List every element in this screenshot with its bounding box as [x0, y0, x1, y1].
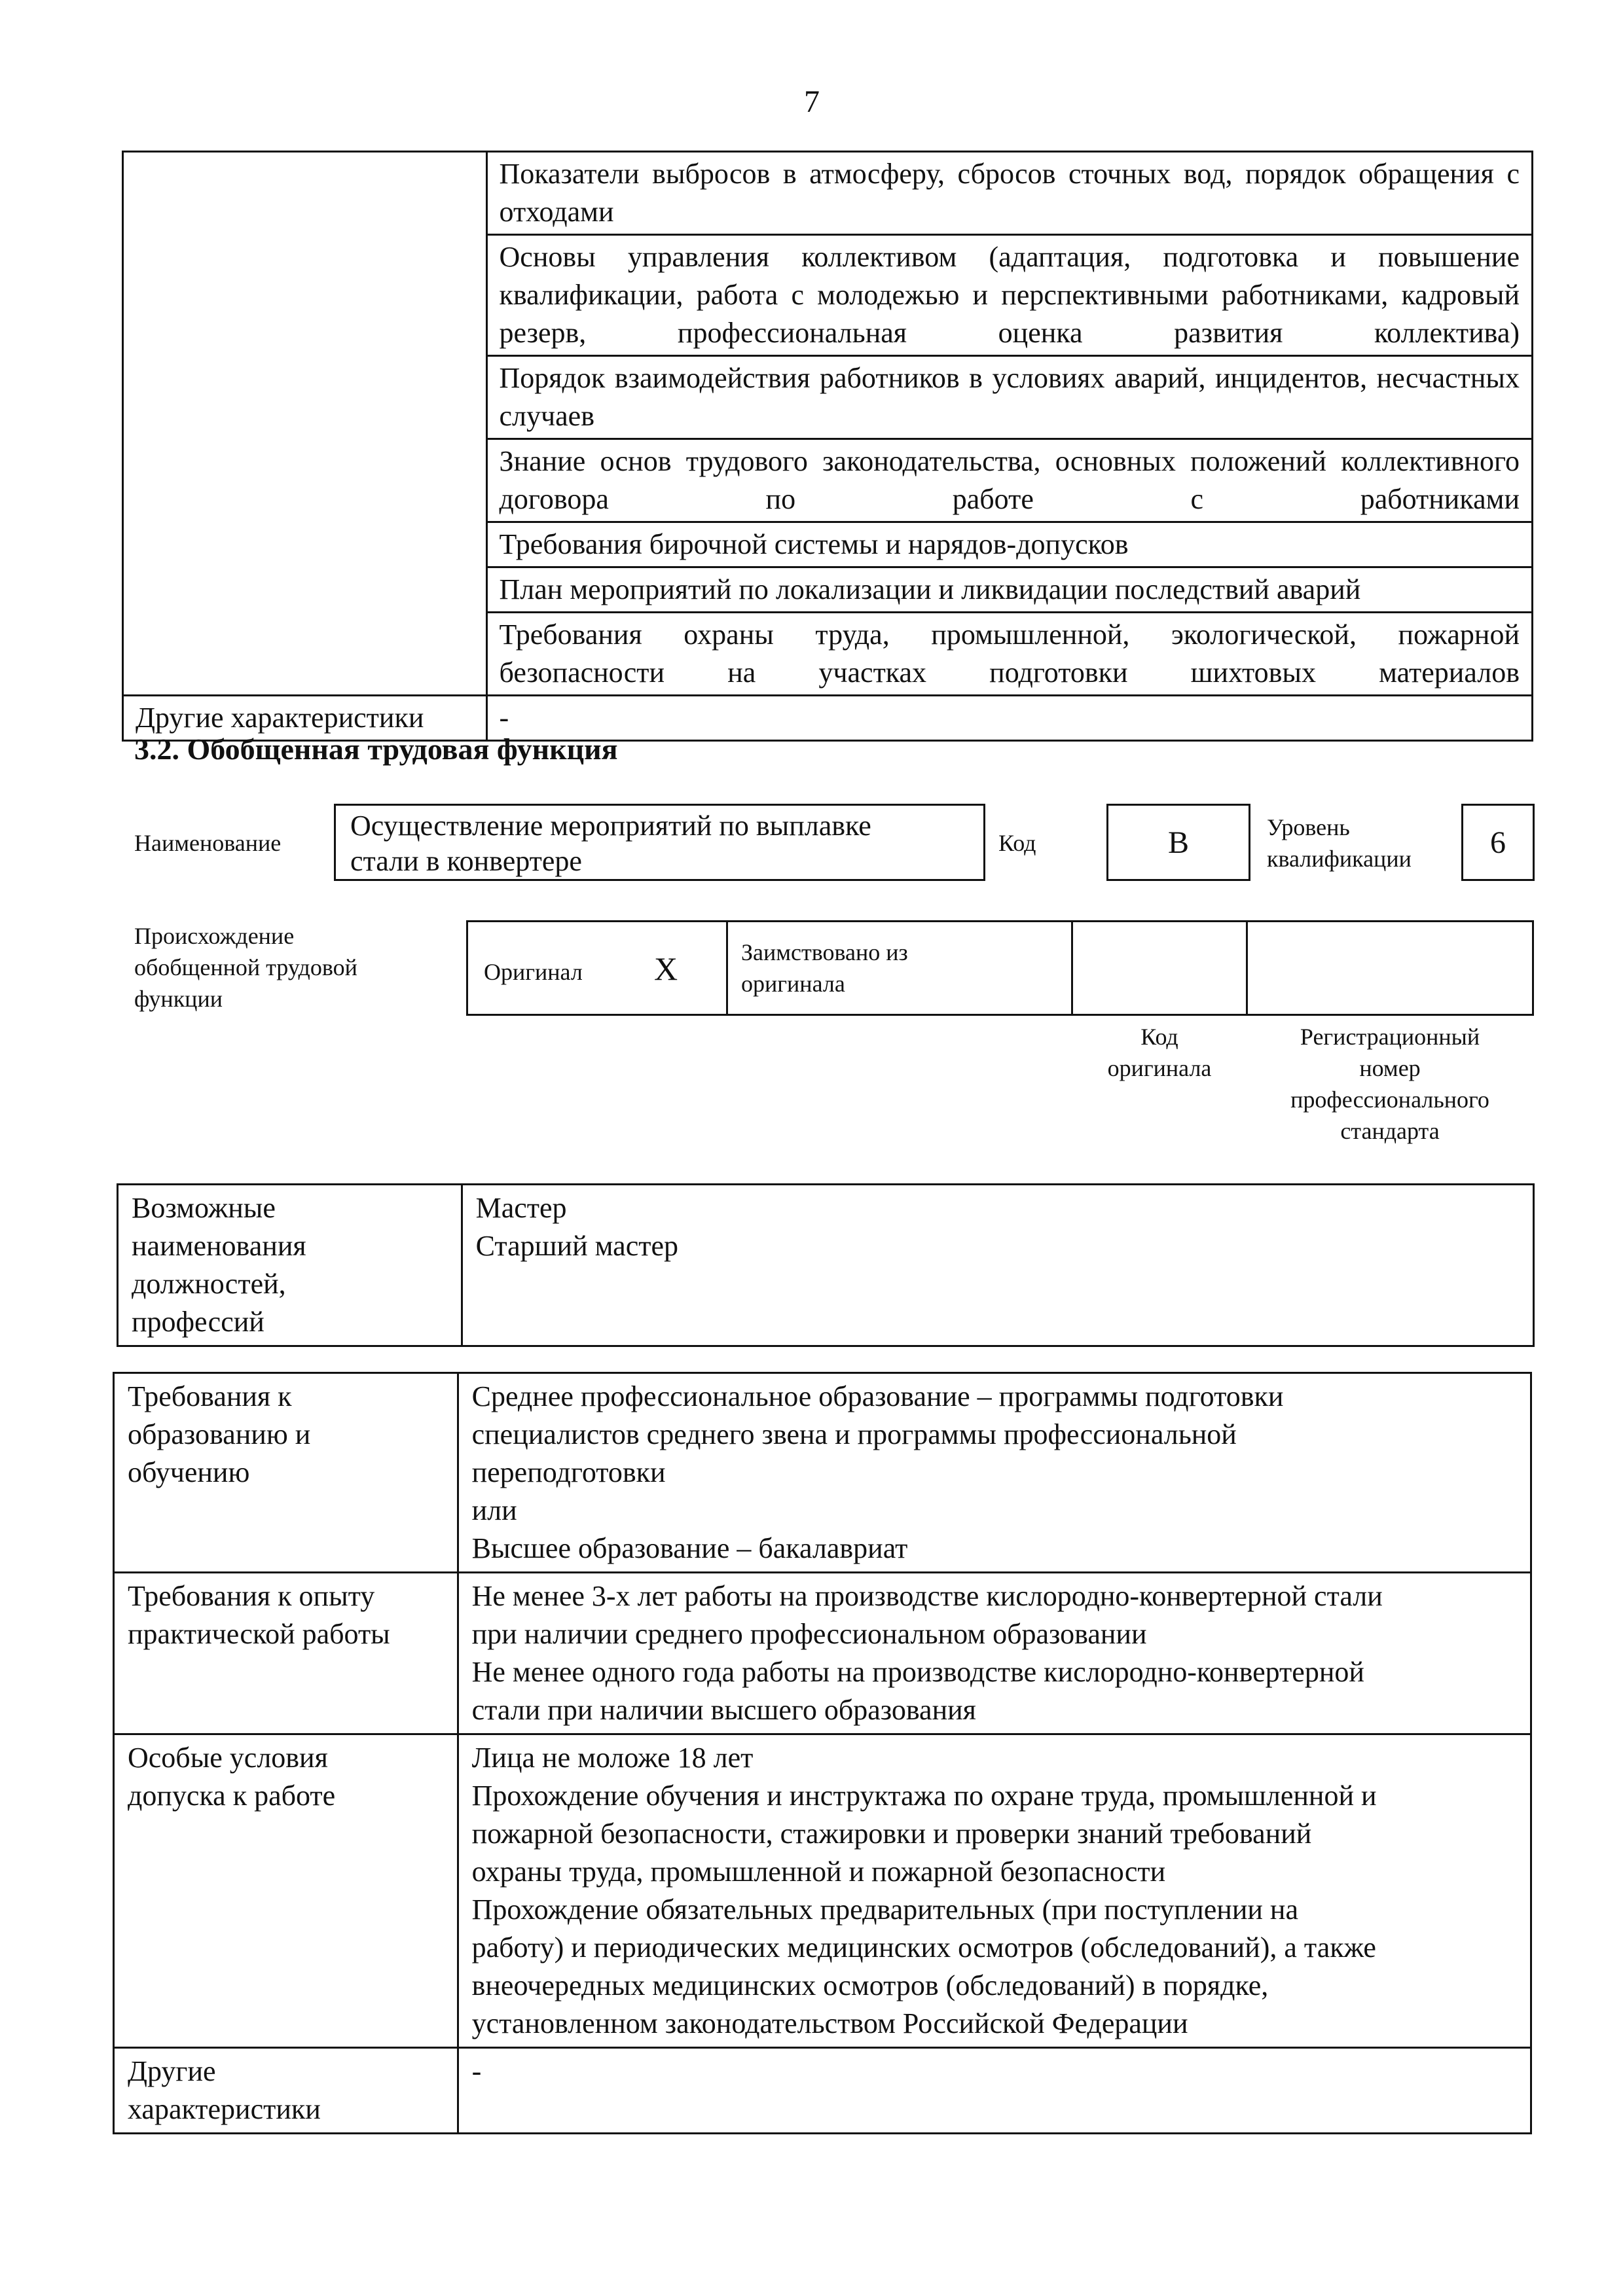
section-title: 3.2. Обобщенная трудовая функция: [134, 732, 618, 766]
code-value: B: [1167, 825, 1189, 860]
name-label: Наименование: [134, 830, 282, 856]
requirements-table: [113, 1372, 1532, 2134]
knowledge-item: План мероприятий по локализации и ликвидации последствий аварий: [486, 567, 1532, 613]
other-characteristics-label: Другие характеристики: [123, 696, 487, 741]
caption-reg-number: Регистрационный номер профессионального стандарта: [1290, 1024, 1489, 1144]
conditions-label: Особые условия допуска к работе: [114, 1734, 458, 2048]
conditions-value: Лица не моложе 18 лет Прохождение обучения и инструктажа по охране труда, промышленной и пожарной безопасности, стажировки и проверки знаний требований охраны труда, промышленной и пожарной безопасности Прохождение обязательных предварительных (при поступлении на работу) и периодических медицинских осмотров (обследований), а также внеочередных медицинских осмотров (обследований) в порядке, установленном законодательством Российской Федерации: [458, 1734, 1531, 2048]
origin-borrowed-cell: Заимствовано из оригинала: [726, 920, 1073, 1016]
other-label: Другие характеристики: [114, 2048, 458, 2134]
other-value: -: [458, 2048, 1531, 2134]
requirements-row-education: [114, 1373, 1531, 1573]
knowledge-item: Знание основ трудового законодательства, основных положений коллективного договора по работе с работниками: [486, 439, 1532, 522]
requirements-row-other: [114, 2048, 1531, 2134]
page-number: 7: [804, 84, 820, 119]
origin-label: Происхождение обобщенной трудовой функции: [134, 923, 357, 1012]
level-value-box: [1461, 804, 1535, 881]
requirements-row-conditions: [114, 1734, 1531, 2048]
knowledge-empty-cell: [123, 152, 487, 696]
level-value: 6: [1490, 825, 1506, 860]
knowledge-item: Требования охраны труда, промышленной, экологической, пожарной безопасности на участках подготовки шихтовых материалов: [486, 613, 1532, 696]
position-item: Старший мастер: [475, 1230, 678, 1262]
experience-value: Не менее 3-х лет работы на производстве кислородно-конвертерной стали при наличии среднего профессиональном образовании Не менее одного года работы на производстве кислородно-конвертерной стали при наличии высшего образования: [458, 1573, 1531, 1734]
positions-label: Возможные наименования должностей, профессий: [118, 1185, 462, 1346]
position-item: Мастер: [475, 1192, 567, 1224]
knowledge-table: [122, 151, 1533, 742]
experience-label: Требования к опыту практической работы: [114, 1573, 458, 1734]
caption-code-original: Код оригинала: [1107, 1024, 1212, 1081]
origin-code-cell: [1071, 920, 1248, 1016]
knowledge-item: Основы управления коллективом (адаптация, подготовка и повышение квалификации, работа с молодежью и перспективными работниками, кадровый резерв, профессиональная оценка развития коллектива): [486, 235, 1532, 356]
name-value-line: стали в конвертере: [350, 845, 582, 877]
origin-reg-number-cell: [1246, 920, 1534, 1016]
education-label: Требования к образованию и обучению: [114, 1373, 458, 1573]
name-value-line: Осуществление мероприятий по выплавке: [350, 810, 871, 842]
positions-values: [462, 1185, 1533, 1346]
name-value-box: [334, 804, 985, 881]
level-label: Уровень квалификации: [1267, 814, 1412, 872]
origin-original-cell: [466, 920, 728, 1016]
original-label: Оригинал: [484, 959, 583, 985]
code-label: Код: [998, 830, 1036, 856]
education-value: Среднее профессиональное образование – программы подготовки специалистов среднего звена и программы профессиональной переподготовки или Высшее образование – бакалавриат: [458, 1373, 1531, 1573]
knowledge-item: Требования бирочной системы и нарядов-допусков: [486, 522, 1532, 567]
knowledge-item: Порядок взаимодействия работников в условиях аварий, инцидентов, несчастных случаев: [486, 356, 1532, 439]
positions-table: [117, 1183, 1535, 1347]
requirements-row-experience: [114, 1573, 1531, 1734]
original-mark: X: [654, 950, 678, 987]
code-value-box: [1106, 804, 1250, 881]
knowledge-item: Показатели выбросов в атмосферу, сбросов сточных вод, порядок обращения с отходами: [486, 152, 1532, 235]
other-characteristics-value: -: [486, 696, 1532, 741]
